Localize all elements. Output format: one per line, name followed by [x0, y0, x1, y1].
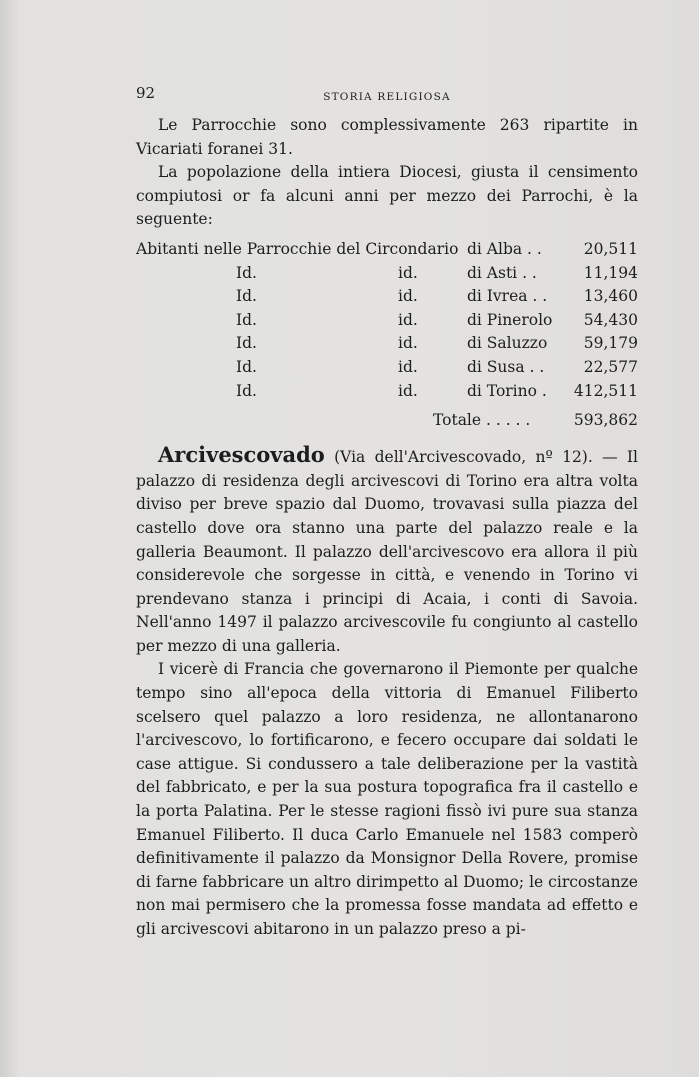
page-number: 92	[136, 84, 156, 102]
row-district: di Asti . .	[467, 263, 537, 282]
row-id: id.	[398, 357, 418, 376]
row-value: 412,511	[573, 381, 638, 400]
page-header	[136, 80, 638, 114]
table-row	[136, 309, 638, 333]
total-label: Totale . . . . .	[433, 411, 531, 430]
row-value: 54,430	[583, 310, 638, 329]
row-value: 20,511	[583, 239, 638, 258]
row-district: di Alba . .	[467, 239, 542, 258]
row-value: 11,194	[583, 263, 638, 282]
row-value: 59,179	[583, 334, 638, 353]
table-row	[136, 356, 638, 380]
row-district: di Saluzzo	[467, 334, 548, 353]
section-paragraph	[136, 443, 638, 658]
section-text: (Via dell'Arcivescovado, nº 12). — Il palazzo di residenza degli arcivescovi di Torino era altra volta diviso per breve spazio dal Duomo, trovavasi sulla piazza del castello dove ora stanno una parte del palazzo reale e la galleria Beaumont. Il palazzo dell'arcivescovo era allora il più considerevole che sorgesse in città, e venendo in Torino vi prendevano stanza i principi di Acaia, i conti di Savoia. Nell'anno 1497 il palazzo arcivescovile fu congiunto al castello per mezzo di una galleria.	[136, 448, 638, 655]
total-value: 593,862	[573, 411, 638, 430]
running-head: STORIA RELIGIOSA	[323, 91, 451, 103]
row-label: Abitanti nelle Parrocchie del Circondario	[136, 239, 459, 258]
row-district: di Pinerolo	[467, 310, 553, 329]
row-label: Id.	[236, 263, 257, 282]
table-row	[136, 262, 638, 286]
row-label: Id.	[236, 287, 257, 306]
paragraph-parishes: Le Parrocchie sono complessivamente 263 ripartite in Vicariati foranei 31.	[136, 116, 638, 158]
table-row	[136, 238, 638, 262]
row-label: Id.	[236, 381, 257, 400]
row-label: Id.	[236, 357, 257, 376]
row-label: Id.	[236, 310, 257, 329]
row-id: id.	[398, 334, 418, 353]
paragraph-vicere: I vicerè di Francia che governarono il Piemonte per qualche tempo sino all'epoca della vittoria di Emanuel Filiberto scelsero quel palazzo a loro residenza, ne allontanarono l'arcivescovo, lo fortificarono, e fecero occupare dai soldati le case attigue. Si condussero a tale deliberazione per la vastità del fabbricato, e per la sua postura topografica fra il castello e la porta Palatina. Per le stesse ragioni fissò ivi pure sua stanza Emanuel Filiberto. Il duca Carlo Emanuele nel 1583 comperò definitivamente il palazzo da Monsignor Della Rovere, promise di farne fabbricare un altro dirimpetto al Duomo; le circostanze non mai permisero che la promessa fosse mandata ad effetto e gli arcivescovi abitarono in un palazzo preso a pi-	[136, 660, 638, 938]
row-id: id.	[398, 263, 418, 282]
paragraph-population: La popolazione della intiera Diocesi, giusta il censimento compiutosi or fa alcuni anni per mezzo dei Parrochi, è la seguente:	[136, 163, 638, 229]
row-district: di Ivrea . .	[467, 287, 548, 306]
table-row	[136, 285, 638, 309]
table-row	[136, 332, 638, 356]
row-district: di Torino .	[467, 381, 547, 400]
row-label: Id.	[236, 334, 257, 353]
section-title: Arcivescovado	[158, 442, 325, 468]
population-table	[136, 238, 638, 437]
total-row	[136, 407, 638, 437]
row-id: id.	[398, 310, 418, 329]
row-value: 22,577	[583, 357, 638, 376]
row-district: di Susa . .	[467, 357, 545, 376]
text-column	[136, 80, 638, 942]
table-row	[136, 380, 638, 404]
row-id: id.	[398, 287, 418, 306]
row-value: 13,460	[583, 287, 638, 306]
row-id: id.	[398, 381, 418, 400]
